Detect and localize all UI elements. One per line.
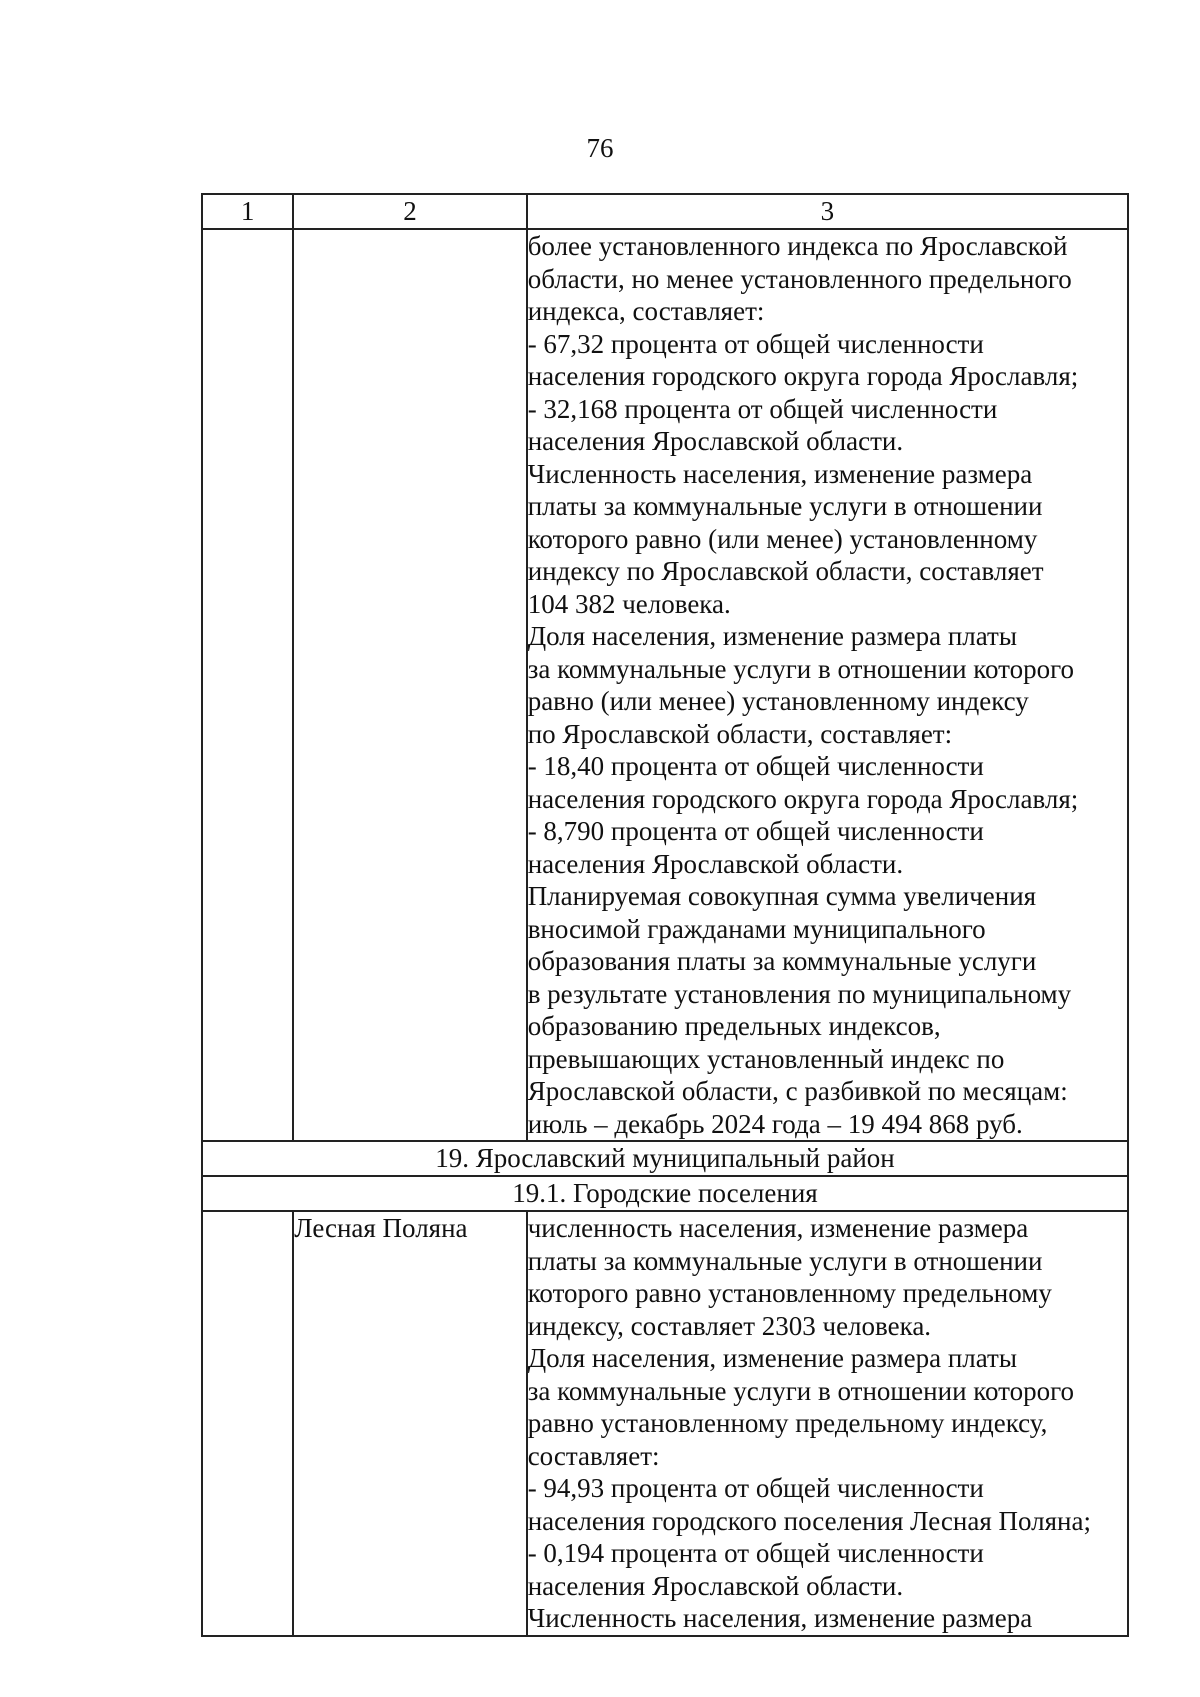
text-line: населения городского поселения Лесная Поляна; <box>527 1505 1091 1536</box>
text-line: которого равно установленному предельному <box>527 1278 1052 1308</box>
text-line: составляет: <box>527 1440 660 1471</box>
document-table <box>201 193 1129 1637</box>
row1-lines <box>528 230 1127 1140</box>
header-col-1: 1 <box>202 194 293 229</box>
text-line: индексу по Ярославской области, составляет <box>527 556 1044 586</box>
text-line: Численность населения, изменение размера <box>527 1603 1033 1633</box>
table-row <box>202 229 1128 1141</box>
text-line: индекса, составляет: <box>527 296 765 326</box>
text-line: в результате установления по муниципальному <box>527 978 1072 1009</box>
header-col-3: 3 <box>527 194 1128 229</box>
text-line: июль – декабрь 2024 года – 19 494 868 руб. <box>527 1108 1023 1139</box>
text-line: за коммунальные услуги в отношении которого <box>527 653 1075 684</box>
text-line: области, но менее установленного предельного <box>527 263 1072 294</box>
text-line: численность населения, изменение размера <box>527 1213 1029 1243</box>
page-number: 76 <box>586 133 614 163</box>
row1-description <box>527 229 1128 1141</box>
row2-col1 <box>202 1211 293 1636</box>
text-line: - 67,32 процента от общей численности <box>527 328 984 359</box>
text-line: населения городского округа города Ярославля; <box>527 783 1079 814</box>
text-line: превышающих установленный индекс по <box>527 1043 1005 1074</box>
section-row-settlements <box>202 1176 1128 1211</box>
text-line: более установленного индекса по Ярославской <box>527 231 1068 261</box>
text-line: Доля населения, изменение размера платы <box>527 1343 1017 1373</box>
text-line: Доля населения, изменение размера платы <box>527 621 1017 651</box>
text-line: платы за коммунальные услуги в отношении <box>527 1245 1043 1276</box>
row1-col2 <box>293 229 527 1141</box>
text-line: образования платы за коммунальные услуги <box>527 946 1037 976</box>
text-line: Численность населения, изменение размера <box>527 458 1033 489</box>
section-row-district <box>202 1141 1128 1176</box>
text-line: - 32,168 процента от общей численности <box>527 393 998 424</box>
text-line: равно (или менее) установленному индексу <box>527 686 1029 716</box>
text-line: - 18,40 процента от общей численности <box>527 751 984 781</box>
text-line: по Ярославской области, составляет: <box>527 718 953 749</box>
text-line: Планируемая совокупная сумма увеличения <box>527 881 1037 911</box>
text-line: платы за коммунальные услуги в отношении <box>527 491 1043 521</box>
text-line: - 8,790 процента от общей численности <box>527 816 984 846</box>
text-line: которого равно (или менее) установленному <box>527 523 1038 554</box>
header-col-2: 2 <box>293 194 527 229</box>
text-line: - 0,194 процента от общей численности <box>527 1538 984 1568</box>
section-settlements-title: 19.1. Городские поселения <box>202 1176 1128 1211</box>
text-line: населения Ярославской области. <box>527 848 904 879</box>
table-row <box>202 1211 1128 1636</box>
text-line: индексу, составляет 2303 человека. <box>527 1310 932 1341</box>
table-header-row <box>202 194 1128 229</box>
row2-lines <box>528 1212 1127 1635</box>
text-line: образованию предельных индексов, <box>527 1011 941 1041</box>
text-line: населения Ярославской области. <box>527 1570 904 1601</box>
text-line: за коммунальные услуги в отношении которого <box>527 1375 1075 1406</box>
text-line: - 94,93 процента от общей численности <box>527 1473 984 1503</box>
section-district-title: 19. Ярославский муниципальный район <box>202 1141 1128 1176</box>
text-line: равно установленному предельному индексу, <box>527 1408 1048 1438</box>
text-line: населения Ярославской области. <box>527 426 904 456</box>
row1-col1 <box>202 229 293 1141</box>
settlement-name: Лесная Поляна <box>293 1211 527 1636</box>
row2-description <box>527 1211 1128 1636</box>
text-line: Ярославской области, с разбивкой по месяцам: <box>527 1076 1068 1106</box>
text-line: населения городского округа города Ярославля; <box>527 361 1079 391</box>
text-line: 104 382 человека. <box>527 588 731 619</box>
text-line: вносимой гражданами муниципального <box>527 913 986 944</box>
